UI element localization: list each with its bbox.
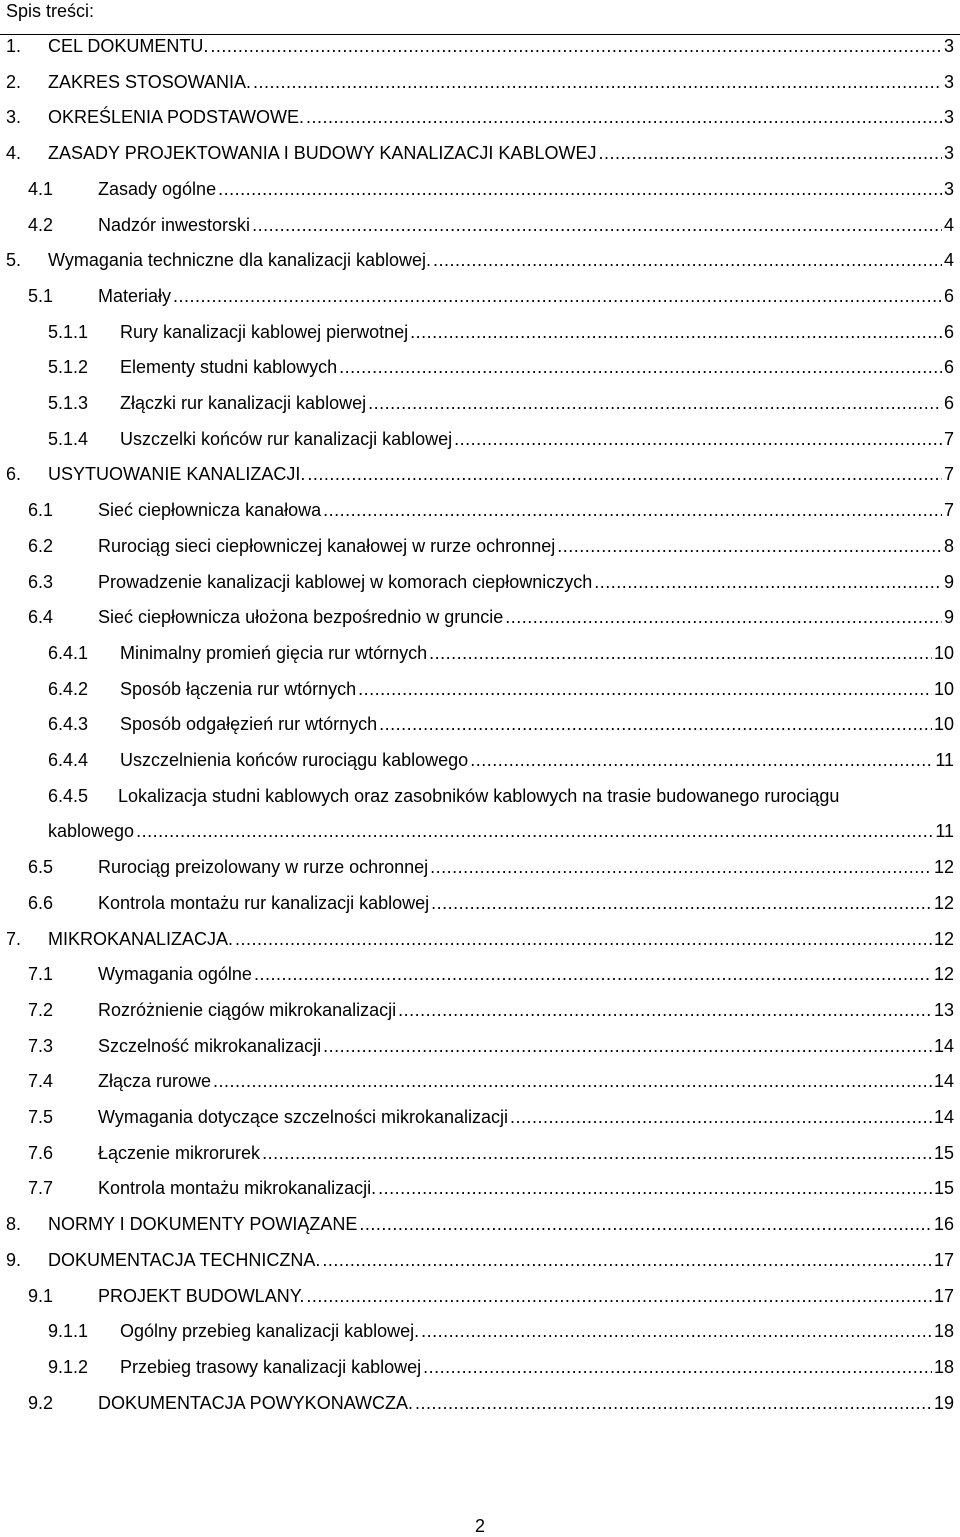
toc-entry-title: Wymagania ogólne <box>98 964 252 985</box>
toc-entry-page: 18 <box>933 1321 954 1342</box>
toc-entry-title: Prowadzenie kanalizacji kablowej w komorach ciepłowniczych <box>98 571 593 592</box>
toc-entry-page: 18 <box>933 1356 954 1377</box>
toc-entry-number: 6.4.5 <box>48 785 89 806</box>
toc-entry-number: 7.2 <box>28 999 54 1020</box>
toc-entry-line <box>98 492 954 528</box>
toc-entry[interactable] <box>0 349 960 385</box>
toc-entry[interactable] <box>0 99 960 135</box>
toc-entry-number: 6.4 <box>28 607 54 628</box>
toc-entry-number: 9. <box>6 1249 22 1270</box>
toc-dot-leader <box>306 99 942 135</box>
toc-entry-number: 9.2 <box>28 1392 54 1413</box>
toc-entry-title: Sieć ciepłownicza kanałowa <box>98 500 322 521</box>
toc-entry-page: 10 <box>933 642 954 663</box>
toc-entry-page: 3 <box>943 143 954 164</box>
toc-entry[interactable] <box>0 64 960 100</box>
toc-dot-leader <box>378 1170 932 1206</box>
toc-entry-line <box>120 706 954 742</box>
toc-entry-page: 6 <box>943 285 954 306</box>
toc-entry-page: 11 <box>935 821 954 842</box>
toc-entry-title: Przebieg trasowy kanalizacji kablowej <box>120 1356 422 1377</box>
toc-entry-number: 4. <box>6 143 22 164</box>
toc-entry-title: DOKUMENTACJA TECHNICZNA. <box>48 1249 321 1270</box>
toc-entry-number: 5.1 <box>28 285 54 306</box>
toc-dot-leader <box>470 742 933 778</box>
toc-entry-page: 7 <box>943 500 954 521</box>
toc-entry-title: Zasady ogólne <box>98 178 217 199</box>
toc-entry-title: Uszczelnienia końców rurociągu kablowego <box>120 750 469 770</box>
toc-entry-number: 6.3 <box>28 571 54 592</box>
toc-dot-leader <box>173 278 942 314</box>
toc-entry[interactable] <box>0 456 960 492</box>
toc-entry[interactable] <box>0 1349 960 1385</box>
toc-dot-leader <box>213 1063 932 1099</box>
toc-entry-line <box>98 1170 954 1206</box>
toc-dot-leader <box>421 1313 932 1349</box>
toc-entry[interactable] <box>0 564 960 600</box>
toc-dot-leader <box>210 28 942 64</box>
toc-dot-leader <box>235 921 932 957</box>
toc-entry-page: 8 <box>943 535 954 556</box>
toc-entry-page: 16 <box>933 1214 954 1235</box>
toc-entry-line <box>48 921 954 957</box>
toc-entry-title: DOKUMENTACJA POWYKONAWCZA. <box>98 1392 414 1413</box>
toc-entry-number: 3. <box>6 107 22 128</box>
toc-dot-leader <box>322 1242 932 1278</box>
toc-entry-line <box>120 671 954 707</box>
toc-entry[interactable] <box>0 421 960 457</box>
toc-dot-leader <box>218 171 942 207</box>
toc-dot-leader <box>433 242 942 278</box>
toc-dot-leader <box>254 956 932 992</box>
toc-entry-title: Złącza rurowe <box>98 1071 212 1092</box>
toc-entry-number: 4.2 <box>28 214 54 235</box>
toc-entry-line <box>98 528 954 564</box>
toc-entry-page: 15 <box>933 1142 954 1163</box>
toc-entry[interactable] <box>0 1028 960 1064</box>
toc-entry-page: 10 <box>933 678 954 699</box>
toc-dot-leader <box>358 671 932 707</box>
toc-entry-number: 9.1.1 <box>48 1321 89 1342</box>
toc-entry-page: 10 <box>933 714 954 735</box>
toc-entry-line <box>120 742 954 778</box>
toc-entry[interactable] <box>0 742 960 778</box>
toc-entry-line <box>48 28 954 64</box>
toc-entry-number: 5.1.1 <box>48 321 89 342</box>
toc-entry-title: Szczelność mikrokanalizacji <box>98 1035 322 1056</box>
toc-entry-number: 8. <box>6 1214 22 1235</box>
toc-entry[interactable] <box>0 635 960 671</box>
toc-entry-number: 4.1 <box>28 178 54 199</box>
toc-entry-number: 6. <box>6 464 22 485</box>
toc-entry-line <box>98 1099 954 1135</box>
toc-entry-line <box>98 1063 954 1099</box>
toc-entry-title: Rozróżnienie ciągów mikrokanalizacji <box>98 999 397 1020</box>
toc-entry-page: 15 <box>933 1178 954 1199</box>
toc-entry-number: 5.1.4 <box>48 428 89 449</box>
toc-dot-leader <box>306 1278 932 1314</box>
toc-entry-title: Rury kanalizacji kablowej pierwotnej <box>120 321 409 342</box>
toc-entry-page: 3 <box>943 36 954 56</box>
toc-entry-line <box>120 421 954 457</box>
toc-entry-line <box>48 1242 954 1278</box>
toc-entry[interactable] <box>0 528 960 564</box>
toc-entry-line <box>120 1349 954 1385</box>
toc-dot-leader <box>510 1099 932 1135</box>
toc-entry[interactable] <box>0 1063 960 1099</box>
toc-entry-title: NORMY I DOKUMENTY POWIĄZANE <box>48 1214 358 1235</box>
toc-dot-leader <box>323 492 942 528</box>
toc-entry[interactable] <box>0 778 960 814</box>
toc-entry-page: 19 <box>933 1392 954 1413</box>
toc-entry-title: Wymagania techniczne dla kanalizacji kablowej. <box>48 250 432 271</box>
toc-entry[interactable] <box>0 28 960 64</box>
toc-entry-number: 2. <box>6 71 22 92</box>
toc-entry[interactable] <box>0 849 960 885</box>
toc-entry[interactable] <box>0 885 960 921</box>
toc-dot-leader <box>252 207 942 243</box>
toc-entry-line <box>120 385 954 421</box>
toc-entry-page: 4 <box>943 250 954 271</box>
toc-entry-number: 6.1 <box>28 500 54 521</box>
toc-entry-number: 7.7 <box>28 1178 54 1199</box>
toc-entry[interactable] <box>0 242 960 278</box>
toc-entry-title: Nadzór inwestorski <box>98 214 251 235</box>
toc-entry[interactable] <box>0 671 960 707</box>
toc-entry-line <box>120 635 954 671</box>
toc-entry[interactable] <box>0 956 960 992</box>
toc-entry-page: 14 <box>933 1071 954 1092</box>
toc-entry-page: 6 <box>943 393 954 413</box>
toc-entry-number: 9.1.2 <box>48 1356 89 1377</box>
toc-entry-page: 6 <box>943 357 954 378</box>
toc-entry-number: 6.6 <box>28 892 54 913</box>
toc-entry-page: 11 <box>935 750 954 770</box>
toc-entry-title: ZAKRES STOSOWANIA. <box>48 71 252 92</box>
toc-entry[interactable] <box>0 1170 960 1206</box>
toc-entry-page: 12 <box>933 857 954 878</box>
toc-entry-page: 17 <box>933 1285 954 1306</box>
toc-entry-number: 1. <box>6 36 22 56</box>
toc-heading: Spis treści: <box>6 1 95 21</box>
toc-dot-leader <box>359 1206 932 1242</box>
toc-entry-title: Materiały <box>98 285 172 306</box>
toc-dot-leader <box>379 706 932 742</box>
toc-dot-leader <box>594 564 942 600</box>
toc-entry-number: 5. <box>6 250 22 271</box>
toc-entry-number: 7.3 <box>28 1035 54 1056</box>
toc-entry-page: 9 <box>943 607 954 628</box>
toc-entry-line <box>98 1278 954 1314</box>
toc-entry-title: Wymagania dotyczące szczelności mikrokanalizacji <box>98 1107 508 1127</box>
toc-dot-leader <box>253 64 942 100</box>
toc-entry[interactable] <box>0 278 960 314</box>
toc-entry-line <box>98 599 954 635</box>
toc-entry-line <box>98 849 954 885</box>
toc-entry-line <box>48 64 954 100</box>
toc-entry[interactable] <box>0 599 960 635</box>
toc-entry-title: PROJEKT BUDOWLANY. <box>98 1285 305 1306</box>
toc-entry-title: Sposób łączenia rur wtórnych <box>120 678 357 699</box>
toc-entry-number: 6.4.2 <box>48 678 89 699</box>
toc-entry[interactable] <box>0 1278 960 1314</box>
toc-entry-number: 5.1.2 <box>48 357 89 378</box>
toc-entry-title: Rurociąg sieci ciepłowniczej kanałowej w rurze ochronnej <box>98 535 556 556</box>
toc-entry-title: Sposób odgałęzień rur wtórnych <box>120 714 378 735</box>
toc-entry-line <box>120 1313 954 1349</box>
toc-entry-page: 6 <box>943 321 954 342</box>
toc-entry-page: 4 <box>943 214 954 235</box>
toc-entry-line <box>98 564 954 600</box>
toc-entry-continuation[interactable] <box>0 813 960 849</box>
toc-entry[interactable] <box>0 314 960 350</box>
toc-entry-page: 7 <box>943 428 954 449</box>
toc-entry-page: 12 <box>933 964 954 985</box>
toc-entry-title: Łączenie mikrorurek <box>98 1142 261 1163</box>
toc-entry-line <box>98 1028 954 1064</box>
toc-entry-page: 3 <box>943 71 954 92</box>
toc-entry-page: 7 <box>943 464 954 485</box>
toc-entry-title: OKREŚLENIA PODSTAWOWE. <box>48 107 305 128</box>
toc-entry-line <box>98 1135 954 1171</box>
toc-entry-title: Uszczelki końców rur kanalizacji kablowej <box>120 428 453 449</box>
toc-dot-leader <box>598 135 942 171</box>
toc-entry-title: kablowego <box>48 821 135 842</box>
toc-entry-line <box>98 278 954 314</box>
toc-entry-title: Rurociąg preizolowany w rurze ochronnej <box>98 857 429 878</box>
toc-entry-line <box>98 885 954 921</box>
toc-entry[interactable] <box>0 1313 960 1349</box>
toc-dot-leader <box>262 1135 932 1171</box>
toc-entry-line <box>48 1206 954 1242</box>
toc-entry[interactable] <box>0 706 960 742</box>
toc-dot-leader <box>398 992 932 1028</box>
toc-entry-title: USYTUOWANIE KANALIZACJI. <box>48 464 306 485</box>
toc-entry-number: 6.4.3 <box>48 714 89 735</box>
toc-dot-leader <box>368 385 942 421</box>
toc-entry-line <box>48 813 954 849</box>
toc-entry-line <box>98 1385 954 1421</box>
toc-entry-number: 5.1.3 <box>48 393 89 413</box>
toc-entry-title: Minimalny promień gięcia rur wtórnych <box>120 642 428 663</box>
toc-entry-page: 12 <box>933 892 954 913</box>
toc-entry-line <box>48 456 954 492</box>
toc-entry-title: CEL DOKUMENTU. <box>48 36 209 56</box>
toc-dot-leader <box>505 599 942 635</box>
toc-dot-leader <box>429 635 932 671</box>
toc-entry-line <box>120 349 954 385</box>
toc-entry-number: 6.4.1 <box>48 642 89 663</box>
toc-entry[interactable] <box>0 1206 960 1242</box>
toc-entry[interactable] <box>0 1385 960 1421</box>
toc-dot-leader <box>415 1385 932 1421</box>
toc-entry[interactable] <box>0 921 960 957</box>
toc-entry-title: Sieć ciepłownicza ułożona bezpośrednio w gruncie <box>98 607 504 628</box>
toc-entry[interactable] <box>0 1135 960 1171</box>
toc-dot-leader <box>430 849 932 885</box>
toc-dot-leader <box>431 885 932 921</box>
toc-entry-number: 7. <box>6 928 22 949</box>
toc-dot-leader <box>557 528 942 564</box>
toc-entry-number: 7.5 <box>28 1107 54 1127</box>
toc-entry-title: MIKROKANALIZACJA. <box>48 928 234 949</box>
toc-entry[interactable] <box>0 1242 960 1278</box>
toc-entry-line <box>98 956 954 992</box>
toc-dot-leader <box>410 314 942 350</box>
toc-entry[interactable] <box>0 492 960 528</box>
toc-entry-line <box>98 207 954 243</box>
toc-entry-title: Kontrola montażu mikrokanalizacji. <box>98 1178 377 1199</box>
toc-entry-number: 9.1 <box>28 1285 54 1306</box>
toc-entry-page: 9 <box>943 571 954 592</box>
toc-dot-leader <box>323 1028 932 1064</box>
toc-entry-title: ZASADY PROJEKTOWANIA I BUDOWY KANALIZACJI KABLOWEJ <box>48 143 597 164</box>
toc-entry[interactable] <box>0 135 960 171</box>
toc-entry-number: 7.4 <box>28 1071 54 1092</box>
toc-dot-leader <box>423 1349 932 1385</box>
toc-entry-line <box>98 171 954 207</box>
toc-entry-page: 17 <box>933 1249 954 1270</box>
toc-entry-title: Ogólny przebieg kanalizacji kablowej. <box>120 1321 420 1342</box>
toc-entry-number: 6.2 <box>28 535 54 556</box>
toc-dot-leader <box>454 421 942 457</box>
toc-entry-title: Lokalizacja studni kablowych oraz zasobników kablowych na trasie budowanego rurociągu <box>118 785 840 806</box>
toc-entry[interactable] <box>0 385 960 421</box>
toc-dot-leader <box>307 456 942 492</box>
toc-entry[interactable] <box>0 1099 960 1135</box>
toc-entry-line <box>48 99 954 135</box>
toc-entry-title: Elementy studni kablowych <box>120 357 338 378</box>
toc-entry-line <box>48 242 954 278</box>
toc-entry-title: Złączki rur kanalizacji kablowej <box>120 393 367 413</box>
toc-entry-page: 3 <box>943 107 954 128</box>
toc-entry-page: 13 <box>933 999 954 1020</box>
toc-entry[interactable] <box>0 207 960 243</box>
toc-entry-number: 6.4.4 <box>48 750 89 770</box>
toc-entry-page: 14 <box>933 1107 954 1127</box>
toc-dot-leader <box>339 349 942 385</box>
toc-dot-leader <box>136 813 933 849</box>
toc-entry-page: 12 <box>933 928 954 949</box>
toc-entry-page: 14 <box>933 1035 954 1056</box>
toc-entry-line <box>48 135 954 171</box>
page-number: 2 <box>474 1516 485 1536</box>
toc-entry-page: 3 <box>943 178 954 199</box>
toc-entry[interactable] <box>0 992 960 1028</box>
toc-entry-number: 6.5 <box>28 857 54 878</box>
toc-entry-line <box>98 992 954 1028</box>
toc-entry-number: 7.6 <box>28 1142 54 1163</box>
toc-entry-line <box>120 314 954 350</box>
toc-entry-number: 7.1 <box>28 964 54 985</box>
toc-entry[interactable] <box>0 171 960 207</box>
toc-entry-title: Kontrola montażu rur kanalizacji kablowej <box>98 892 430 913</box>
